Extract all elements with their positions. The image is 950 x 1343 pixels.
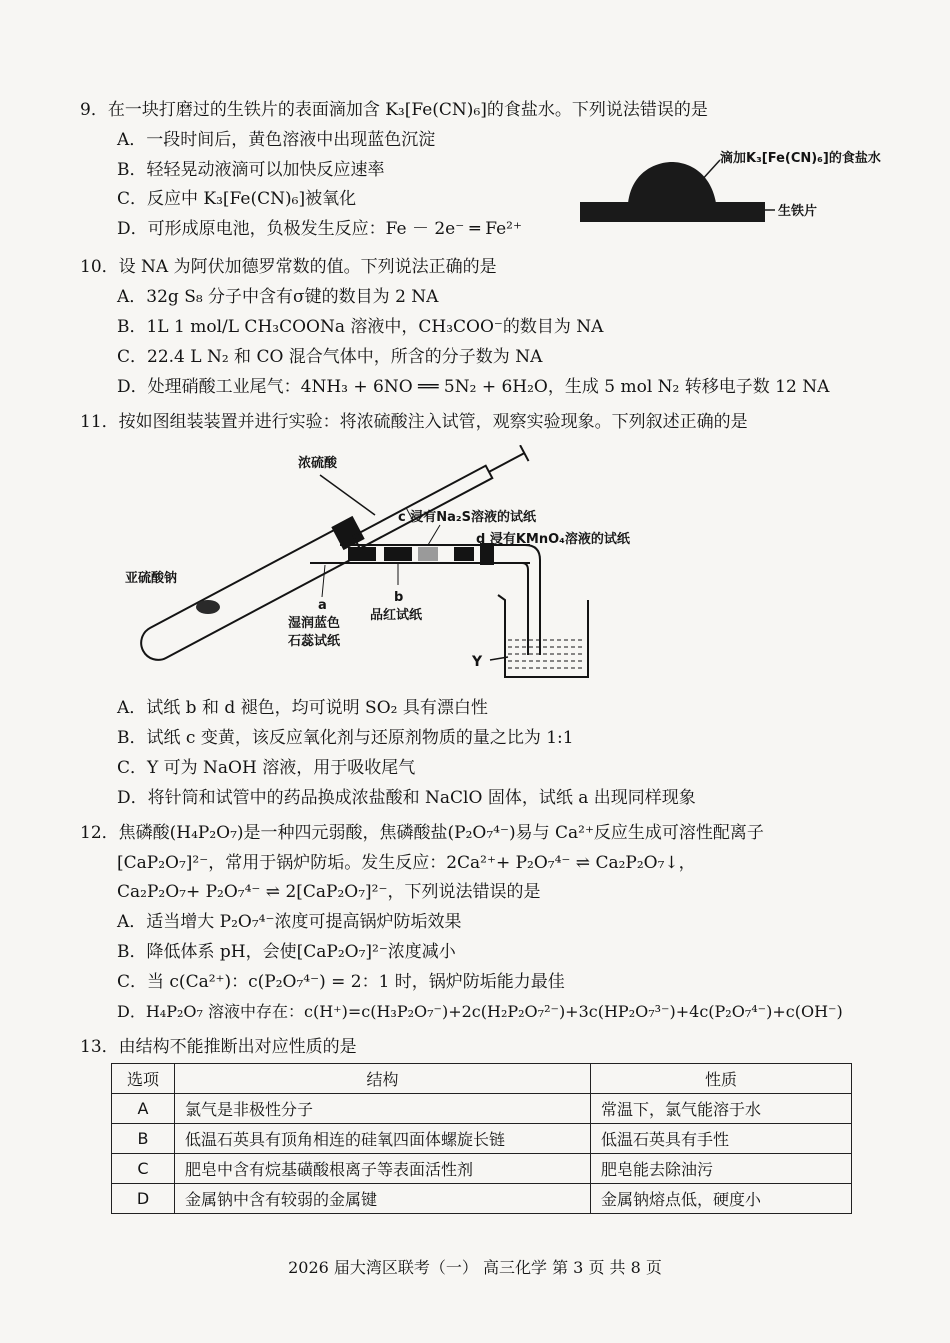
iron-plate: [580, 202, 765, 222]
a-line1: 湿润蓝色: [288, 616, 341, 631]
paper-b: [384, 547, 412, 561]
row-structure: 低温石英具有顶角相连的硅氧四面体螺旋长链: [175, 1124, 591, 1154]
table-row: [112, 1154, 852, 1184]
row-option: C: [112, 1154, 175, 1184]
row-structure: 金属钠中含有较弱的金属键: [175, 1184, 591, 1214]
c-label: c 浸有Na₂S溶液的试纸: [398, 510, 536, 525]
row-structure: 肥皂中含有烷基磺酸根离子等表面活性剂: [175, 1154, 591, 1184]
table-row: [112, 1094, 852, 1124]
sodium-sulfite-solid: [196, 600, 220, 614]
header-structure: 结构: [175, 1064, 591, 1094]
q10-option-d: D．处理硝酸工业尾气：4NH₃ + 6NO ══ 5N₂ + 6H₂O，生成 5 mol N₂ 转移电子数 12 NA: [117, 377, 830, 397]
q10-option-b: B．1L 1 mol/L CH₃COONa 溶液中，CH₃COO⁻的数目为 NA: [117, 317, 604, 337]
q12-option-c: C．当 c(Ca²⁺)：c(P₂O₇⁴⁻) = 2：1 时，锅炉防垢能力最佳: [117, 972, 565, 992]
row-option: A: [112, 1094, 175, 1124]
salt-water-drop: [628, 162, 716, 203]
paper-a: [348, 547, 376, 561]
paper-d: [454, 547, 474, 561]
a-letter: a: [318, 598, 327, 613]
row-option: B: [112, 1124, 175, 1154]
plate-label: 生铁片: [778, 204, 818, 219]
q9-option-b: B．轻轻晃动液滴可以加快反应速率: [117, 160, 385, 180]
q9-option-c: C．反应中 K₃[Fe(CN)₆]被氧化: [117, 189, 357, 209]
table-row: [112, 1184, 852, 1214]
q11-apparatus: [110, 445, 690, 685]
q12-option-b: B．降低体系 pH，会使[CaP₂O₇]²⁻浓度减小: [117, 942, 456, 962]
q13-stem: 13．由结构不能推断出对应性质的是: [80, 1037, 357, 1057]
q13-table: [111, 1063, 852, 1214]
q9-figure: [570, 140, 900, 235]
q10-stem: 10．设 NA 为阿伏加德罗常数的值。下列说法正确的是: [80, 257, 497, 277]
q12-stem-line2: [CaP₂O₇]²⁻，常用于锅炉防垢。发生反应：2Ca²⁺+ P₂O₇⁴⁻ ⇌ Ca₂P₂O₇↓，: [117, 853, 696, 873]
b-label: 品红试纸: [370, 608, 423, 623]
q9-stem: 9．在一块打磨过的生铁片的表面滴加含 K₃[Fe(CN)₆]的食盐水。下列说法错误的是: [80, 100, 708, 120]
q12-stem-line3: Ca₂P₂O₇+ P₂O₇⁴⁻ ⇌ 2[CaP₂O₇]²⁻，下列说法错误的是: [117, 882, 541, 902]
header-option: 选项: [112, 1064, 175, 1094]
drop-leader: [700, 160, 720, 182]
q11-option-c: C．Y 可为 NaOH 溶液，用于吸收尾气: [117, 758, 416, 778]
q12-stem-line1: 12．焦磷酸(H₄P₂O₇)是一种四元弱酸，焦磷酸盐(P₂O₇⁴⁻)易与 Ca²⁺反应生成可溶性配离子: [80, 823, 764, 843]
d-label: d 浸有KMnO₄溶液的试纸: [476, 532, 630, 547]
row-property: 低温石英具有手性: [591, 1124, 852, 1154]
a-line2: 石蕊试纸: [288, 634, 341, 649]
q10-option-a: A．32g S₈ 分子中含有σ键的数目为 2 NA: [117, 287, 439, 307]
row-structure: 氯气是非极性分子: [175, 1094, 591, 1124]
row-property: 金属钠熔点低，硬度小: [591, 1184, 852, 1214]
beaker-liquid: [508, 640, 585, 668]
q12-option-d: D．H₄P₂O₇ 溶液中存在：c(H⁺)=c(H₃P₂O₇⁻)+2c(H₂P₂O₇²⁻)+3c(HP₂O₇³⁻)+4c(P₂O₇⁴⁻)+c(OH⁻): [117, 1002, 843, 1021]
paper-c: [418, 547, 438, 561]
y-label: Y: [472, 654, 483, 670]
header-property: 性质: [591, 1064, 852, 1094]
q11-option-d: D．将针筒和试管中的药品换成浓盐酸和 NaClO 固体，试纸 a 出现同样现象: [117, 788, 696, 808]
table-row: [112, 1124, 852, 1154]
page-footer: 2026 届大湾区联考（一） 高三化学 第 3 页 共 8 页: [288, 1258, 662, 1277]
q9-option-d: D．可形成原电池，负极发生反应：Fe － 2e⁻ ═ Fe²⁺: [117, 219, 522, 239]
beaker: [498, 595, 588, 677]
q10-option-c: C．22.4 L N₂ 和 CO 混合气体中，所含的分子数为 NA: [117, 347, 543, 367]
q11-option-b: B．试纸 c 变黄，该反应氧化剂与还原剂物质的量之比为 1:1: [117, 728, 574, 748]
table-header-row: [112, 1064, 852, 1094]
q11-stem: 11．按如图组装装置并进行实验：将浓硫酸注入试管，观察实验现象。下列叙述正确的是: [80, 412, 748, 432]
syringe-label: 浓硫酸: [298, 456, 338, 471]
syringe-leader: [320, 475, 375, 515]
q9-option-a: A．一段时间后，黄色溶液中出现蓝色沉淀: [117, 130, 436, 150]
bent-tube: [494, 545, 540, 655]
row-property: 肥皂能去除油污: [591, 1154, 852, 1184]
b-letter: b: [394, 590, 404, 605]
q11-option-a: A．试纸 b 和 d 褪色，均可说明 SO₂ 具有漂白性: [117, 698, 488, 718]
row-property: 常温下，氯气能溶于水: [591, 1094, 852, 1124]
q12-option-a: A．适当增大 P₂O₇⁴⁻浓度可提高锅炉防垢效果: [117, 912, 462, 932]
drop-label: 滴加K₃[Fe(CN)₆]的食盐水: [720, 151, 881, 166]
tube-label: 亚硫酸钠: [125, 571, 178, 586]
row-option: D: [112, 1184, 175, 1214]
